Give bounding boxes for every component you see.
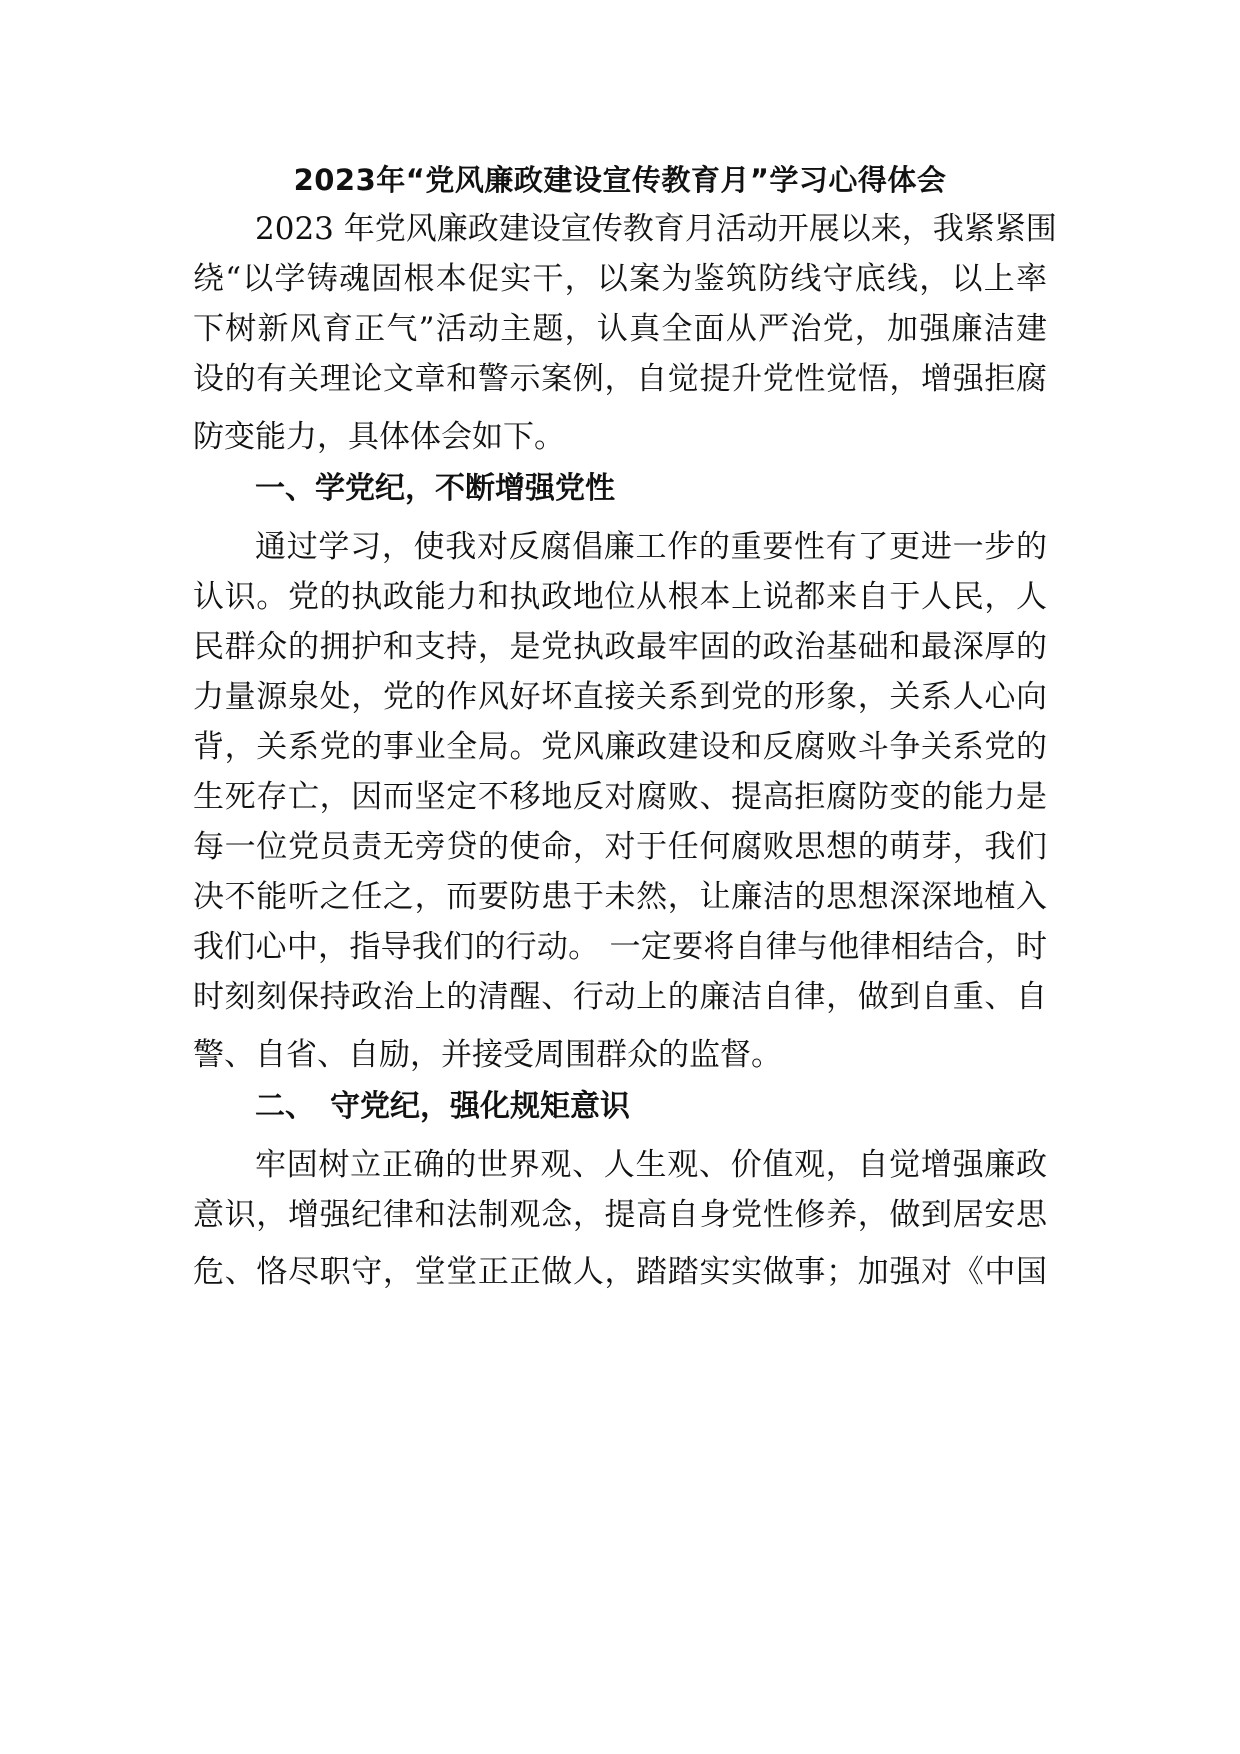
section-1-heading: 一、学党纪，不断增强党性 [255,471,615,506]
section-1-line-4: 力量源泉处，党的作风好坏直接关系到党的形象，关系人心向 [193,679,1047,715]
section-2-line-1: 牢固树立正确的世界观、人生观、价值观，自觉增强廉政 [255,1147,1047,1183]
section-1-line-8: 决不能听之任之，而要防患于未然，让廉洁的思想深深地植入 [193,879,1047,915]
section-1-line-1: 通过学习，使我对反腐倡廉工作的重要性有了更进一步的 [255,529,1047,565]
section-1-line-11: 警、自省、自励，并接受周围群众的监督。 [193,1037,782,1073]
intro-line-4: 设的有关理论文章和警示案例，自觉提升党性觉悟，增强拒腐 [193,361,1047,397]
intro-line-3: 下树新风育正气”活动主题，认真全面从严治党，加强廉洁建 [193,311,1047,347]
section-1-line-3: 民群众的拥护和支持，是党执政最牢固的政治基础和最深厚的 [193,629,1047,665]
section-1-line-5: 背，关系党的事业全局。党风廉政建设和反腐败斗争关系党的 [193,729,1047,765]
section-2-line-3: 危、恪尽职守，堂堂正正做人，踏踏实实做事；加强对《中国 [193,1254,1047,1290]
section-1-line-2: 认识。党的执政能力和执政地位从根本上说都来自于人民，人 [193,579,1047,615]
section-1-line-9: 我们心中，指导我们的行动。 一定要将自律与他律相结合，时 [193,929,1047,965]
document-title: 2023年“党风廉政建设宣传教育月”学习心得体会 [293,163,947,197]
section-1-line-6: 生死存亡，因而坚定不移地反对腐败、提高拒腐防变的能力是 [193,779,1047,815]
section-1-line-7: 每一位党员责无旁贷的使命，对于任何腐败思想的萌芽，我们 [193,829,1047,865]
intro-line-2: 绕“以学铸魂固根本促实干，以案为鉴筑防线守底线，以上率 [193,261,1047,297]
intro-line-1: 2023 年党风廉政建设宣传教育月活动开展以来，我紧紧围 [255,211,1057,247]
section-2-line-2: 意识，增强纪律和法制观念，提高自身党性修养，做到居安思 [193,1197,1047,1233]
intro-line-5: 防变能力，具体体会如下。 [193,419,565,455]
section-2-heading: 二、 守党纪，强化规矩意识 [255,1089,630,1124]
section-1-line-10: 时刻刻保持政治上的清醒、行动上的廉洁自律，做到自重、自 [193,979,1047,1015]
